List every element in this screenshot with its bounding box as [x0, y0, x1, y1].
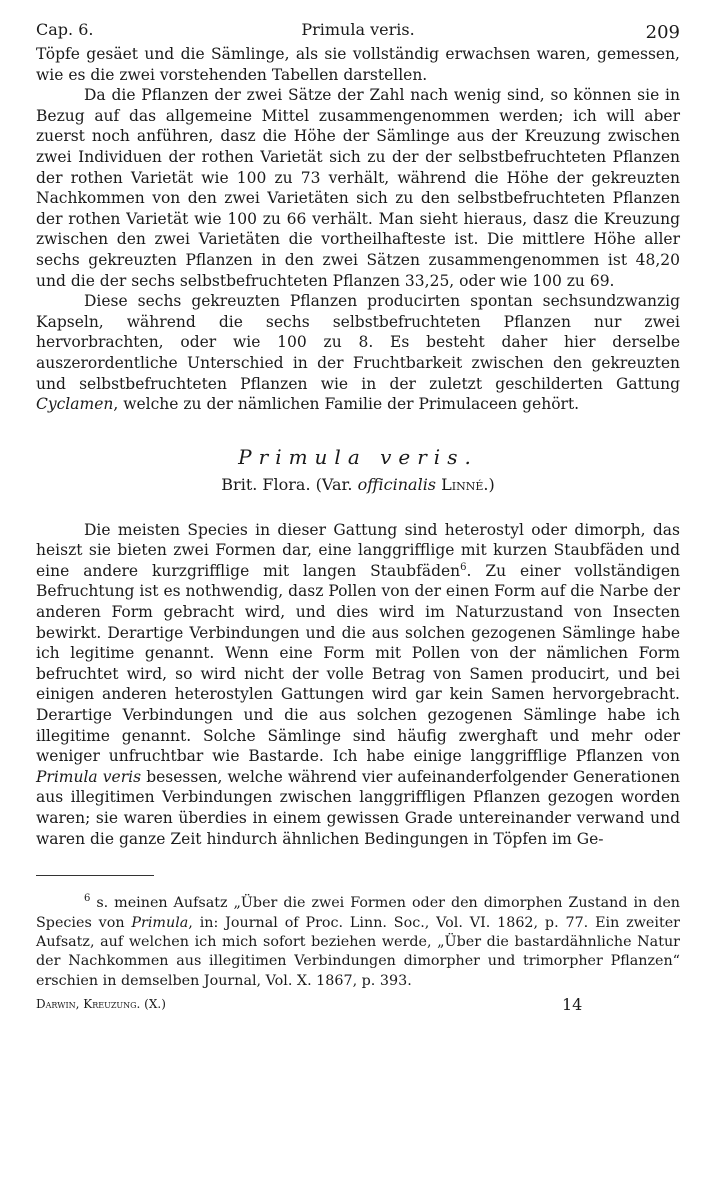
page-number: 209	[645, 22, 680, 43]
running-title: Primula veris.	[301, 20, 415, 39]
paragraph-heterostyly: Die meisten Species in dieser Gattung sind heterostyl oder dimorph, das heiszt sie bieten zwei Formen dar, eine langgrifflige mit kurzen Staubfäden und eine andere kurzgrifflige mit langen Staubfäden$^6$. Zu einer vollständigen Befruchtung ist es nothwendig, dasz Pollen von der einen Form auf die Narbe der anderen Form gebracht wird, und dies wird im Naturzustand von Insecten bewirkt. Derartige Verbindungen und die aus solchen gezogenen Sämlinge habe ich legitime genannt. Wenn eine Form mit Pollen von der nämlichen Form befruchtet wird, so wird nicht der volle Betrag von Samen producirt, und bei einigen anderen heterostylen Gattungen wird gar kein Samen hervorgebracht. Derartige Verbindungen und die aus solchen gezogenen Sämlinge habe ich illegitime genannt. Solche Sämlinge sind häufig zwerghaft und mehr oder weniger unfruchtbar wie Bastarde. Ich habe einige langgrifflige Pflanzen von Primula veris besessen, welche während vier aufeinanderfolgender Generationen aus illegitimen Verbindungen zwischen langgriffligen Pflanzen gezogen worden waren; sie waren überdies in einem gewissen Grade untereinander verwand und waren die ganze Zeit hindurch ähnlichen Bedingungen in Töpfen im Ge-	[36, 520, 680, 848]
section-subtitle: Brit. Flora. (Var. officinalis Linné.)	[221, 474, 495, 494]
running-header	[36, 14, 680, 44]
footer-imprint: Darwin, Kreuzung. (X.)	[36, 997, 166, 1012]
signature-mark: 14	[562, 995, 583, 1015]
book-page	[36, 14, 680, 1017]
paragraph-capsules: Diese sechs gekreuzten Pflanzen producirten spontan sechsundzwanzig Kapseln, während die sechs selbstbefruchteten Pflanzen nur zwei hervorbrachten, oder wie 100 zu 8. Es besteht daher hier derselbe auszerordentliche Unterschied in der Fruchtbarkeit zwischen den gekreuzten und selbstbefruchteten Pflanzen wie in der zuletzt geschilderten Gattung Cyclamen, welche zu der nämlichen Familie der Primulaceen gehört.	[36, 292, 680, 414]
genus-name: Cyclamen	[36, 395, 114, 414]
section-title: Primula veris.	[238, 444, 478, 469]
footnote-divider	[36, 875, 154, 876]
page-footer	[36, 993, 680, 1017]
footnote: $^6$ s. meinen Aufsatz „Über die zwei Formen oder den dimorphen Zustand in den Species von Primula, in: Journal of Proc. Linn. Soc., Vol. VI. 1862, p. 77. Ein zweiter Aufsatz, auf welchen ich mich sofort beziehen werde, „Über die bastardähnliche Natur der Nachkommen aus illegitimen Verbindungen dimorpher und trimorpher Pflanzen“ erschien in demselben Journal, Vol. X. 1867, p. 393.	[36, 893, 680, 989]
footnote-reference[interactable]: 6	[460, 561, 467, 573]
species-name: Primula veris	[36, 767, 142, 786]
paragraph-continuation: Töpfe gesäet und die Sämlinge, als sie vollständig erwachsen waren, gemessen, wie es die zwei vorstehenden Tabellen darstellen.	[36, 45, 680, 84]
chapter-label: Cap. 6.	[36, 20, 94, 39]
footnote-number: 6	[84, 893, 91, 905]
paragraph-comparison: Da die Pflanzen der zwei Sätze der Zahl nach wenig sind, so können sie in Bezug auf das allgemeine Mittel zusammengenommen werden; ich will aber zuerst noch anführen, dasz die Höhe der Sämlinge aus der Kreuzung zwischen zwei Individuen der rothen Varietät sich zu der der selbstbefruchteten Pflanzen der rothen Varietät wie 100 zu 73 verhält, während die Höhe der gekreuzten Nachkommen von den zwei Varietäten sich zu den selbstbefruchteten Pflanzen der rothen Varietät wie 100 zu 66 verhält. Man sieht hieraus, dasz die Kreuzung zwischen den zwei Varietäten die vortheilhafteste ist. Die mittlere Höhe aller sechs gekreuzten Pflanzen in den zwei Sätzen zusammengenommen ist 48,20 und die der sechs selbstbefruchteten Pflanzen 33,25, oder wie 100 zu 69.	[36, 86, 680, 290]
